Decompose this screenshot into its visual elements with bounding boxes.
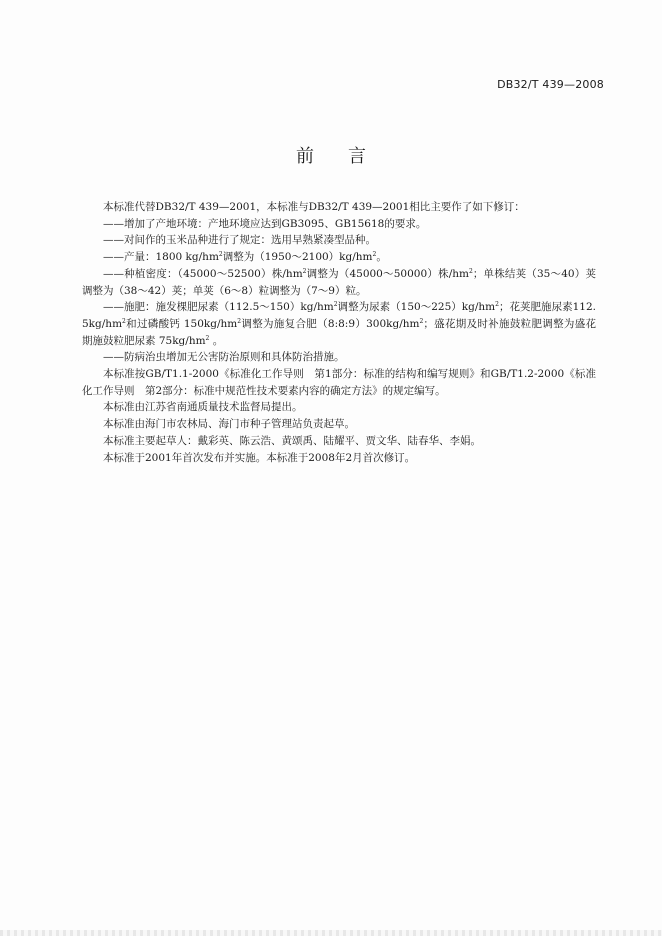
- paragraph-revision-density: [82, 266, 596, 299]
- paragraph-proposer: 本标准由江苏省南通质量技术监督局提出。: [103, 401, 303, 414]
- paragraph-release-history: 本标准于2001年首次发布并实施。本标准于2008年2月首次修订。: [103, 451, 416, 464]
- paragraph-intro: 本标准代替DB32/T 439—2001，本标准与DB32/T 439—2001相比主要作了如下修订：: [103, 201, 525, 213]
- fertilizer-text-f: ；盛花期及时补施鼓粒肥调整为盛花期施鼓粒肥尿素 75kg/hm: [82, 317, 597, 347]
- density-text-c: ；单株结荚（35～40）荚调整为（38～42）荚；单荚（6～8）粒调整为（7～9）粒。: [82, 267, 596, 297]
- paragraph-revision-pest-control: ——防病治虫增加无公害防治原则和具体防治措施。: [103, 351, 345, 364]
- fertilizer-text-g: 。: [209, 334, 224, 347]
- paragraph-drafting-units: 本标准由海门市农林局、海门市种子管理站负责起草。: [103, 418, 355, 431]
- superscript: 2: [302, 267, 307, 275]
- fertilizer-text-a: ——施肥：施发棵肥尿素（112.5～150）kg/hm: [103, 301, 334, 314]
- superscript: 2: [122, 317, 126, 325]
- superscript: 2: [333, 301, 338, 309]
- scan-edge-artifact: [0, 930, 662, 936]
- superscript: 2: [237, 317, 242, 325]
- yield-text-c: 。: [376, 251, 387, 264]
- fertilizer-text-b: 调整为尿素（150～225）kg/hm: [337, 301, 496, 314]
- paragraph-revision-environment: ——增加了产地环境：产地环境应达到GB3095、GB15618的要求。: [103, 217, 427, 230]
- paragraph-drafters: 本标准主要起草人：戴彩英、陈云浩、黄颂禹、陆耀平、贾文华、陆春华、李娟。: [103, 434, 481, 447]
- superscript: 2: [218, 251, 223, 259]
- fertilizer-text-d: 和过磷酸钙 150kg/hm: [125, 317, 238, 330]
- paragraph-revision-variety: ——对间作的玉米品种进行了规定：选用早熟紧凑型品种。: [103, 234, 376, 247]
- yield-text-a: ——产量：1800 kg/hm: [103, 251, 219, 264]
- yield-text-b: 调整为（1950～2100）kg/hm: [222, 251, 373, 264]
- paragraph-revision-fertilizer: [82, 299, 596, 349]
- foreword-body: [82, 199, 596, 466]
- superscript: 2: [419, 317, 424, 325]
- paragraph-revision-yield: [82, 249, 596, 266]
- page-title: 前言: [296, 146, 400, 167]
- paragraph-drafting-rules: 本标准按GB/T1.1-2000《标准化工作导则 第1部分：标准的结构和编写规则》和GB/T1.2-2000《标准化工作导则 第2部分：标准中规范性技术要素内容的确定方法》的规定编写。: [82, 368, 596, 397]
- density-text-b: 调整为（45000～50000）株/hm: [306, 267, 469, 280]
- superscript: 2: [495, 301, 499, 309]
- superscript: 2: [469, 267, 473, 275]
- superscript: 2: [372, 251, 377, 259]
- superscript: 2: [205, 334, 210, 342]
- fertilizer-text-c: ；花荚肥施尿素112.5kg/hm: [82, 301, 596, 330]
- fertilizer-text-e: 调整为施复合肥（8:8:9）300kg/hm: [241, 317, 420, 330]
- density-text-a: ——种植密度：（45000～52500）株/hm: [103, 267, 303, 280]
- standard-code: DB32/T 439—2008: [497, 78, 604, 91]
